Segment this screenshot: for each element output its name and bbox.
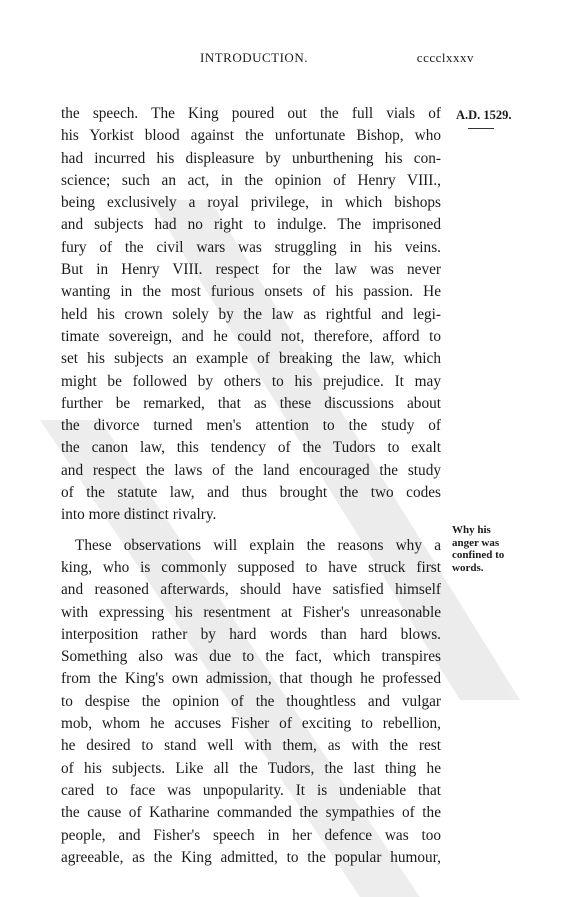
margin-note <box>452 524 542 574</box>
text-line: people, and Fisher's speech in her defence was too <box>61 826 441 844</box>
text-line: Something also was due to the fact, which transpires <box>61 648 441 666</box>
text-line: and respect the laws of the land encouraged the study <box>61 461 441 479</box>
text-line: cared to face was unpopularity. It is undeniable that <box>61 781 441 799</box>
text-line: from the King's own admission, that though he professed <box>61 670 441 688</box>
margin-rule <box>468 128 494 129</box>
text-line: These observations will explain the reasons why a <box>75 536 441 554</box>
text-line: wanting in the most furious onsets of his passion. He <box>61 283 441 301</box>
text-line: the canon law, this tendency of the Tudors to exalt <box>61 439 441 457</box>
text-line: with expressing his resentment at Fisher's unreasonable <box>61 603 441 621</box>
margin-note-line: Why his <box>452 524 491 536</box>
text-line: the divorce turned men's attention to the study of <box>61 417 441 435</box>
text-line: held his crown solely by the law as rightful and legi- <box>61 305 441 323</box>
text-line: king, who is commonly supposed to have struck first <box>61 558 441 576</box>
margin-note-line: words. <box>452 561 484 574</box>
running-header <box>200 50 474 72</box>
text-line: and subjects had no right to indulge. The imprisoned <box>61 216 441 234</box>
text-line: science; such an act, in the opinion of Henry VIII., <box>61 171 441 189</box>
margin-date: A.D. 1529. <box>456 108 512 122</box>
text-line: timate sovereign, and he could not, therefore, afford to <box>61 327 441 345</box>
text-line: But in Henry VIII. respect for the law was never <box>61 261 441 279</box>
header-title: INTRODUCTION. <box>200 50 308 65</box>
body-text <box>61 103 441 869</box>
text-line: set his subjects an example of breaking the law, which <box>61 350 441 368</box>
margin-note-line: confined to <box>452 549 505 561</box>
text-line: interposition rather by hard words than hard blows. <box>61 625 441 643</box>
text-line: fury of the civil wars was struggling in his veins. <box>61 238 441 256</box>
text-line: being exclusively a royal privilege, in which bishops <box>61 194 441 212</box>
text-line: he desired to stand well with them, as with the rest <box>61 737 441 755</box>
paragraph-2 <box>61 535 441 869</box>
text-line: agreeable, as the King admitted, to the popular humour, <box>61 848 441 866</box>
text-line: and reasoned afterwards, should have satisfied himself <box>61 581 441 599</box>
text-line: the speech. The King poured out the full vials of <box>61 105 441 122</box>
text-line: of his subjects. Like all the Tudors, the last thing he <box>61 759 441 777</box>
text-line: had incurred his displeasure by unburthening his con- <box>61 149 441 167</box>
page-number: cccclxxxv <box>416 50 474 65</box>
text-line: of the statute law, and thus brought the two codes <box>61 484 441 502</box>
paragraph-gap <box>61 527 441 535</box>
text-line: into more distinct rivalry. <box>61 506 217 524</box>
text-line: further be remarked, that as these discussions about <box>61 394 441 412</box>
margin-note-line: anger was <box>452 536 500 549</box>
text-line: his Yorkist blood against the unfortunate Bishop, who <box>61 127 441 145</box>
text-line: to despise the opinion of the thoughtless and vulgar <box>61 692 441 710</box>
paragraph-1 <box>61 103 441 527</box>
text-line: the cause of Katharine commanded the sympathies of the <box>61 804 441 822</box>
text-line: mob, whom he accuses Fisher of exciting to rebellion, <box>61 715 441 733</box>
text-line: might be followed by others to his prejudice. It may <box>61 372 441 390</box>
